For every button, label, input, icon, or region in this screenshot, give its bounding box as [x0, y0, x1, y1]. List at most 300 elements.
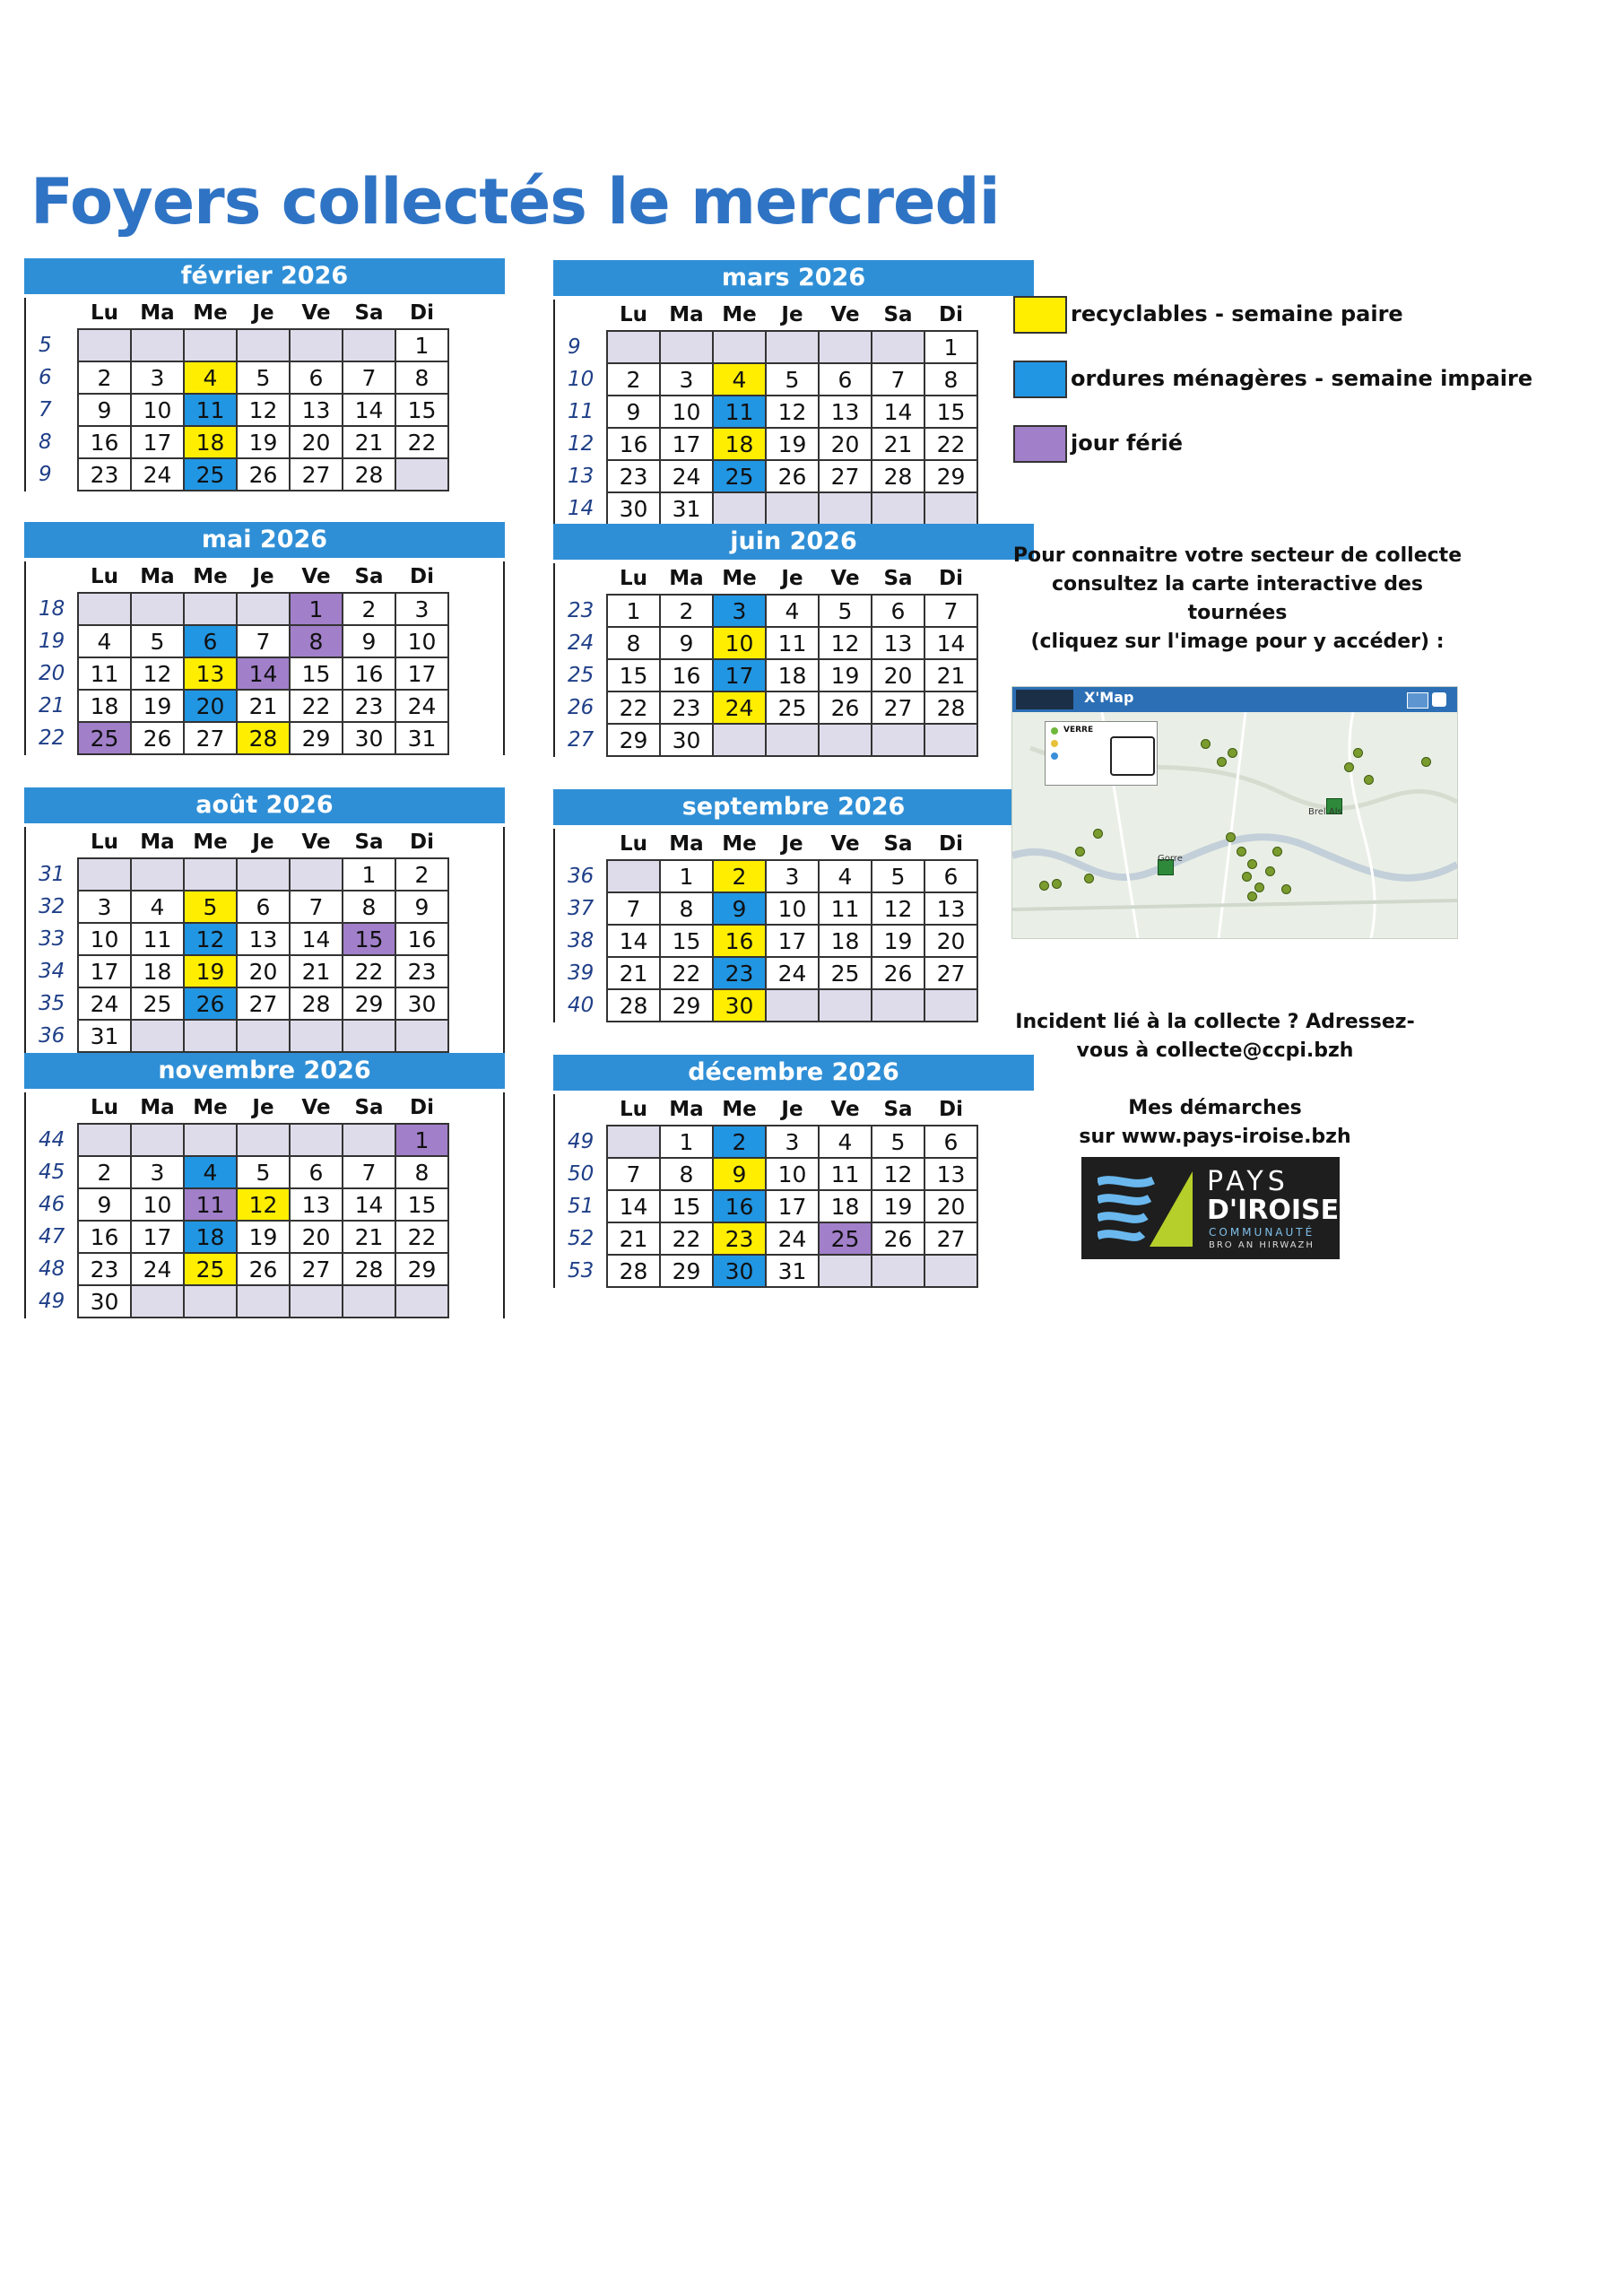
day-cell: 12	[872, 892, 924, 925]
week-row	[555, 396, 977, 428]
weekday-header: Ma	[669, 1098, 704, 1121]
week-row	[555, 460, 977, 492]
weekday-header: Ve	[830, 1098, 860, 1121]
map-user-icon[interactable]	[1432, 692, 1446, 707]
week-number: 21	[39, 694, 65, 718]
day-cell: 3	[766, 1126, 819, 1158]
week-number: 22	[39, 726, 65, 750]
week-number: 36	[39, 1024, 65, 1048]
empty-day-cell	[872, 331, 924, 363]
day-cell: 19	[872, 925, 924, 957]
week-number: 26	[568, 696, 595, 719]
day-cell: 7	[872, 363, 924, 396]
month-title: juin 2026	[553, 524, 1034, 560]
week-row	[26, 1221, 448, 1253]
day-cell: 13	[819, 396, 872, 428]
day-cell: 18	[78, 690, 131, 722]
weekday-header: Ve	[301, 565, 331, 588]
day-cell: 25	[819, 1222, 872, 1255]
day-cell: 11	[819, 1158, 872, 1190]
day-cell: 16	[660, 659, 713, 691]
day-cell: 21	[872, 428, 924, 460]
week-number: 10	[568, 368, 595, 391]
week-number: 31	[39, 863, 65, 886]
week-number: 23	[568, 599, 595, 622]
weekday-header-row	[555, 300, 977, 331]
day-cell: 20	[184, 690, 237, 722]
weekday-header-row	[26, 827, 448, 858]
week-number: 53	[568, 1259, 595, 1283]
calendar-may	[24, 522, 505, 755]
day-cell: 10	[131, 1188, 184, 1221]
week-number: 25	[568, 664, 595, 687]
demarches-line[interactable]: sur www.pays-iroise.bzh	[1079, 1126, 1351, 1148]
logo-text: PAYS	[1207, 1166, 1289, 1197]
weekday-header: Me	[193, 301, 228, 325]
map-marker-icon[interactable]	[1084, 874, 1094, 883]
map-marker-icon[interactable]	[1353, 748, 1363, 758]
week-row	[26, 1156, 448, 1188]
day-cell: 25	[819, 957, 872, 989]
weekday-header: Lu	[90, 565, 119, 588]
day-cell: 5	[819, 595, 872, 627]
map-marker-icon[interactable]	[1217, 757, 1227, 767]
day-cell: 10	[395, 625, 448, 657]
day-cell: 4	[766, 595, 819, 627]
day-cell: 1	[660, 1126, 713, 1158]
map-legend	[1045, 721, 1158, 786]
map-logo	[1016, 690, 1073, 709]
weekday-header: Je	[781, 303, 803, 326]
week-row	[26, 1188, 448, 1221]
week-row	[555, 1126, 977, 1158]
empty-day-cell	[78, 858, 131, 891]
map-marker-icon[interactable]	[1093, 829, 1103, 839]
week-row	[26, 955, 448, 987]
day-cell: 7	[607, 892, 660, 925]
week-number: 33	[39, 927, 65, 951]
weekday-header: Sa	[883, 567, 913, 590]
legend-dot-icon	[1051, 752, 1058, 760]
day-cell: 17	[766, 1190, 819, 1222]
empty-day-cell	[237, 1124, 290, 1156]
empty-day-cell	[131, 1285, 184, 1318]
weekday-header: Di	[410, 1096, 434, 1119]
day-cell: 5	[872, 1126, 924, 1158]
day-cell: 18	[819, 925, 872, 957]
week-row	[555, 627, 977, 659]
empty-day-cell	[395, 1020, 448, 1052]
day-cell: 21	[924, 659, 977, 691]
day-cell: 23	[395, 955, 448, 987]
calendar-grid	[555, 563, 978, 757]
logo-text: BRO AN HIRWAZH	[1209, 1240, 1315, 1250]
day-cell: 14	[343, 394, 395, 426]
day-cell: 19	[184, 955, 237, 987]
day-cell: 15	[607, 659, 660, 691]
day-cell: 1	[395, 1124, 448, 1156]
day-cell: 13	[184, 657, 237, 690]
day-cell: 25	[766, 691, 819, 724]
day-cell: 1	[290, 593, 343, 625]
map-marker-icon[interactable]	[1039, 881, 1049, 891]
day-cell: 10	[660, 396, 713, 428]
empty-day-cell	[607, 331, 660, 363]
truck-icon	[1110, 736, 1155, 776]
week-row	[26, 394, 448, 426]
weekday-header: Di	[410, 831, 434, 854]
weekday-header: Ma	[140, 831, 175, 854]
weekday-header: Me	[193, 565, 228, 588]
weekday-header: Di	[939, 567, 963, 590]
day-cell: 16	[713, 1190, 766, 1222]
weekday-header: Lu	[90, 1096, 119, 1119]
day-cell: 27	[924, 1222, 977, 1255]
month-frame	[553, 300, 1034, 526]
interactive-map-link[interactable]	[1011, 686, 1458, 939]
day-cell: 31	[395, 722, 448, 754]
day-cell: 3	[131, 1156, 184, 1188]
week-number: 37	[568, 897, 595, 920]
day-cell: 7	[237, 625, 290, 657]
day-cell: 10	[766, 892, 819, 925]
map-marker-icon[interactable]	[1247, 859, 1257, 869]
day-cell: 27	[872, 691, 924, 724]
day-cell: 18	[184, 426, 237, 458]
map-place-label: Brel Als	[1308, 807, 1342, 817]
month-frame	[24, 561, 505, 755]
legend-label: recyclables - semaine paire	[1071, 301, 1403, 326]
month-title: mai 2026	[24, 522, 505, 558]
map-marker-icon[interactable]	[1421, 757, 1431, 767]
week-row	[26, 1124, 448, 1156]
weekday-header: Je	[252, 1096, 274, 1119]
day-cell: 12	[131, 657, 184, 690]
weekday-header-row	[26, 298, 448, 329]
day-cell: 14	[607, 1190, 660, 1222]
month-title: décembre 2026	[553, 1055, 1034, 1091]
legend-label: ordures ménagères - semaine impaire	[1071, 366, 1533, 391]
day-cell: 16	[343, 657, 395, 690]
week-number: 12	[568, 432, 595, 456]
day-cell: 24	[660, 460, 713, 492]
empty-day-cell	[237, 329, 290, 361]
day-cell: 22	[660, 957, 713, 989]
day-cell: 27	[819, 460, 872, 492]
day-cell: 6	[924, 1126, 977, 1158]
day-cell: 21	[343, 426, 395, 458]
weekday-header: Je	[781, 567, 803, 590]
map-marker-icon[interactable]	[1247, 891, 1257, 901]
day-cell: 4	[713, 363, 766, 396]
day-cell: 12	[237, 394, 290, 426]
day-cell: 28	[290, 987, 343, 1020]
day-cell: 22	[395, 1221, 448, 1253]
week-row	[555, 892, 977, 925]
week-number: 45	[39, 1161, 65, 1184]
day-cell: 20	[924, 925, 977, 957]
day-cell: 26	[872, 957, 924, 989]
day-cell: 22	[924, 428, 977, 460]
day-cell: 30	[78, 1285, 131, 1318]
week-number: 40	[568, 994, 595, 1017]
map-marker-icon[interactable]	[1075, 847, 1085, 857]
map-marker-icon[interactable]	[1272, 847, 1282, 857]
day-cell: 9	[395, 891, 448, 923]
day-cell: 22	[660, 1222, 713, 1255]
day-cell: 16	[78, 1221, 131, 1253]
day-cell: 3	[660, 363, 713, 396]
week-row	[26, 858, 448, 891]
empty-day-cell	[290, 858, 343, 891]
calendar-grid	[26, 1092, 449, 1318]
map-marker-icon[interactable]	[1281, 884, 1291, 894]
day-cell: 2	[395, 858, 448, 891]
day-cell: 14	[290, 923, 343, 955]
day-cell: 19	[819, 659, 872, 691]
empty-day-cell	[343, 1020, 395, 1052]
day-cell: 23	[607, 460, 660, 492]
weekday-header: Ve	[830, 832, 860, 856]
day-cell: 8	[290, 625, 343, 657]
day-cell: 4	[819, 1126, 872, 1158]
month-frame	[24, 1092, 505, 1318]
day-cell: 19	[237, 426, 290, 458]
week-number: 20	[39, 662, 65, 685]
week-number: 8	[39, 430, 52, 454]
empty-day-cell	[766, 492, 819, 525]
week-number: 49	[568, 1130, 595, 1153]
day-cell: 11	[78, 657, 131, 690]
week-number: 9	[39, 463, 52, 486]
empty-day-cell	[872, 492, 924, 525]
map-menu-icon[interactable]	[1407, 692, 1428, 709]
day-cell: 13	[290, 394, 343, 426]
day-cell: 12	[766, 396, 819, 428]
empty-day-cell	[131, 593, 184, 625]
week-number: 48	[39, 1257, 65, 1281]
map-place-label: Gorre	[1158, 854, 1183, 864]
pays-iroise-logo	[1081, 1157, 1340, 1259]
week-row	[555, 1190, 977, 1222]
map-marker-icon[interactable]	[1052, 879, 1062, 889]
weekday-header: Me	[722, 567, 757, 590]
map-marker-icon[interactable]	[1201, 739, 1211, 749]
empty-day-cell	[290, 1124, 343, 1156]
day-cell: 6	[924, 860, 977, 892]
week-number: 51	[568, 1195, 595, 1218]
day-cell: 27	[924, 957, 977, 989]
day-cell: 22	[607, 691, 660, 724]
day-cell: 1	[395, 329, 448, 361]
empty-day-cell	[819, 724, 872, 756]
map-marker-icon[interactable]	[1237, 847, 1246, 857]
day-cell: 18	[713, 428, 766, 460]
day-cell: 28	[237, 722, 290, 754]
day-cell: 3	[131, 361, 184, 394]
day-cell: 8	[660, 1158, 713, 1190]
day-cell: 10	[78, 923, 131, 955]
day-cell: 1	[607, 595, 660, 627]
calendar-february	[24, 258, 505, 491]
day-cell: 9	[78, 1188, 131, 1221]
day-cell: 9	[78, 394, 131, 426]
week-number: 5	[39, 334, 52, 357]
day-cell: 30	[607, 492, 660, 525]
week-number: 32	[39, 895, 65, 918]
day-cell: 7	[924, 595, 977, 627]
day-cell: 27	[290, 1253, 343, 1285]
weekday-header: Lu	[90, 301, 119, 325]
day-cell: 17	[660, 428, 713, 460]
weekday-header-row	[555, 1094, 977, 1126]
weekday-header: Lu	[619, 567, 648, 590]
day-cell: 31	[78, 1020, 131, 1052]
map-legend-title: VERRE	[1063, 726, 1094, 735]
day-cell: 8	[395, 361, 448, 394]
weekday-header: Je	[781, 832, 803, 856]
day-cell: 27	[237, 987, 290, 1020]
month-title: février 2026	[24, 258, 505, 294]
empty-day-cell	[184, 858, 237, 891]
day-cell: 12	[237, 1188, 290, 1221]
empty-day-cell	[237, 858, 290, 891]
day-cell: 6	[290, 1156, 343, 1188]
day-cell: 11	[184, 1188, 237, 1221]
weekday-header-row	[555, 563, 977, 595]
day-cell: 31	[660, 492, 713, 525]
day-cell: 20	[872, 659, 924, 691]
map-marker-icon[interactable]	[1242, 872, 1252, 882]
day-cell: 14	[872, 396, 924, 428]
day-cell: 6	[819, 363, 872, 396]
week-row	[26, 426, 448, 458]
week-number: 35	[39, 992, 65, 1015]
map-header-bar	[1012, 687, 1457, 712]
empty-day-cell	[343, 329, 395, 361]
weekday-header: Ma	[140, 565, 175, 588]
calendar-grid	[26, 827, 449, 1053]
day-cell: 18	[766, 659, 819, 691]
week-row	[555, 989, 977, 1022]
day-cell: 3	[713, 595, 766, 627]
day-cell: 3	[395, 593, 448, 625]
empty-day-cell	[924, 989, 977, 1022]
week-row	[555, 860, 977, 892]
week-header-cell	[26, 298, 78, 329]
empty-day-cell	[924, 1255, 977, 1287]
empty-day-cell	[872, 1255, 924, 1287]
empty-day-cell	[78, 1124, 131, 1156]
map-marker-icon[interactable]	[1344, 762, 1354, 772]
day-cell: 17	[78, 955, 131, 987]
calendar-november	[24, 1053, 505, 1318]
week-row	[26, 690, 448, 722]
weekday-header: Sa	[354, 301, 384, 325]
day-cell: 12	[184, 923, 237, 955]
day-cell: 26	[131, 722, 184, 754]
day-cell: 20	[924, 1190, 977, 1222]
week-row	[26, 1285, 448, 1318]
map-marker-icon[interactable]	[1226, 832, 1236, 842]
week-number: 19	[39, 630, 65, 653]
day-cell: 18	[184, 1221, 237, 1253]
day-cell: 17	[766, 925, 819, 957]
day-cell: 29	[343, 987, 395, 1020]
weekday-header: Di	[939, 832, 963, 856]
day-cell: 28	[924, 691, 977, 724]
day-cell: 24	[713, 691, 766, 724]
week-header-cell	[555, 1094, 607, 1126]
day-cell: 11	[184, 394, 237, 426]
empty-day-cell	[819, 331, 872, 363]
day-cell: 25	[78, 722, 131, 754]
weekday-header: Lu	[619, 832, 648, 856]
day-cell: 26	[237, 458, 290, 491]
day-cell: 7	[343, 361, 395, 394]
weekday-header: Ma	[140, 1096, 175, 1119]
weekday-header: Ma	[669, 832, 704, 856]
day-cell: 29	[660, 989, 713, 1022]
empty-day-cell	[237, 593, 290, 625]
day-cell: 20	[237, 955, 290, 987]
week-number: 9	[568, 335, 581, 359]
week-row	[26, 1020, 448, 1052]
day-cell: 15	[395, 394, 448, 426]
day-cell: 25	[713, 460, 766, 492]
map-marker-icon[interactable]	[1228, 748, 1237, 758]
empty-day-cell	[872, 724, 924, 756]
day-cell: 24	[395, 690, 448, 722]
empty-day-cell	[819, 989, 872, 1022]
empty-day-cell	[131, 329, 184, 361]
day-cell: 8	[395, 1156, 448, 1188]
day-cell: 15	[290, 657, 343, 690]
empty-day-cell	[290, 1020, 343, 1052]
map-marker-icon[interactable]	[1364, 775, 1374, 785]
day-cell: 26	[237, 1253, 290, 1285]
day-cell: 15	[660, 1190, 713, 1222]
day-cell: 24	[131, 458, 184, 491]
week-row	[26, 329, 448, 361]
weekday-header: Ve	[301, 1096, 331, 1119]
day-cell: 5	[131, 625, 184, 657]
week-number: 49	[39, 1290, 65, 1313]
week-number: 46	[39, 1193, 65, 1216]
map-marker-icon[interactable]	[1265, 866, 1275, 876]
incident-line[interactable]: vous à collecte@ccpi.bzh	[1076, 1039, 1354, 1062]
empty-day-cell	[184, 1020, 237, 1052]
day-cell: 29	[395, 1253, 448, 1285]
day-cell: 6	[872, 595, 924, 627]
day-cell: 29	[660, 1255, 713, 1287]
day-cell: 15	[924, 396, 977, 428]
map-app-label: X'Map	[1084, 689, 1134, 706]
legend-swatch-blue	[1013, 361, 1067, 398]
week-row	[26, 891, 448, 923]
day-cell: 14	[343, 1188, 395, 1221]
map-marker-icon[interactable]	[1254, 883, 1264, 892]
weekday-header: Ma	[669, 303, 704, 326]
weekday-header-row	[26, 561, 448, 593]
day-cell: 16	[713, 925, 766, 957]
empty-day-cell	[924, 492, 977, 525]
day-cell: 17	[131, 1221, 184, 1253]
empty-day-cell	[131, 1020, 184, 1052]
day-cell: 17	[395, 657, 448, 690]
week-row	[26, 593, 448, 625]
calendar-august	[24, 787, 505, 1053]
